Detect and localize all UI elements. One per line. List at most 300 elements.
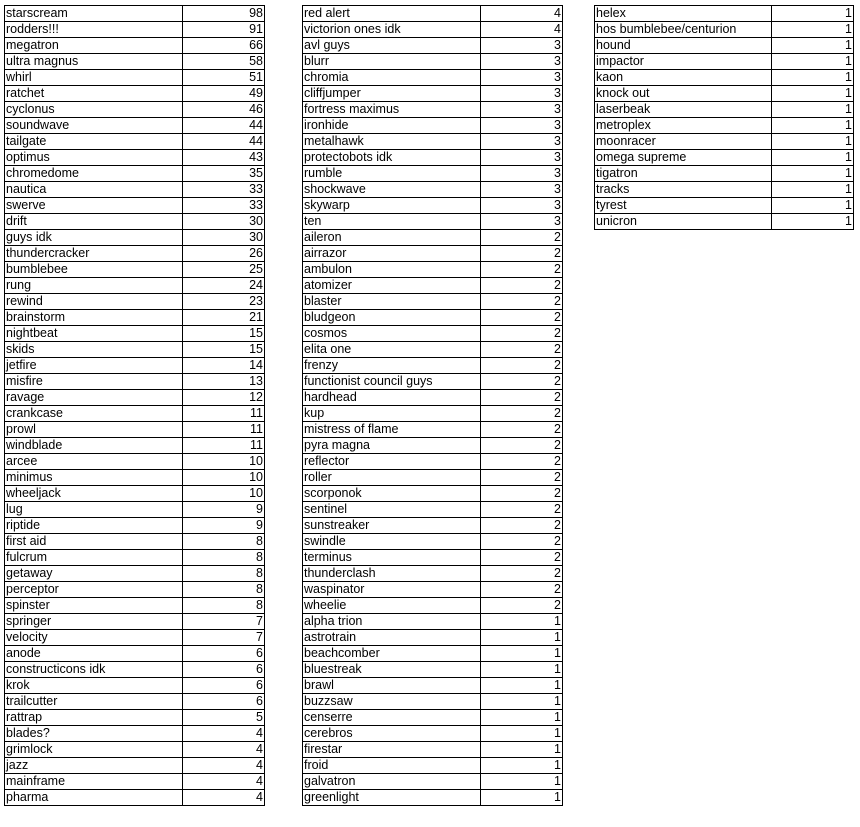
count-cell: 1 <box>772 54 854 70</box>
table-row <box>595 198 854 214</box>
count-cell: 3 <box>481 38 563 54</box>
name-cell: pyra magna <box>303 438 481 454</box>
name-cell: impactor <box>595 54 772 70</box>
count-cell: 8 <box>183 550 265 566</box>
table-row <box>5 598 265 614</box>
table-row <box>5 246 265 262</box>
count-cell: 1 <box>772 22 854 38</box>
count-cell: 3 <box>481 150 563 166</box>
name-cell: first aid <box>5 534 183 550</box>
count-cell: 2 <box>481 230 563 246</box>
table-row <box>5 486 265 502</box>
table-row <box>303 678 563 694</box>
name-cell: roller <box>303 470 481 486</box>
table-row <box>303 70 563 86</box>
table-row <box>5 214 265 230</box>
count-cell: 2 <box>481 486 563 502</box>
count-cell: 3 <box>481 198 563 214</box>
count-cell: 2 <box>481 502 563 518</box>
table-row <box>5 374 265 390</box>
name-cell: waspinator <box>303 582 481 598</box>
table-row <box>303 518 563 534</box>
name-cell: blades? <box>5 726 183 742</box>
count-cell: 21 <box>183 310 265 326</box>
count-cell: 1 <box>481 630 563 646</box>
name-cell: censerre <box>303 710 481 726</box>
name-cell: knock out <box>595 86 772 102</box>
name-cell: constructicons idk <box>5 662 183 678</box>
table-row <box>303 438 563 454</box>
name-cell: blaster <box>303 294 481 310</box>
table-row <box>303 6 563 22</box>
count-cell: 2 <box>481 518 563 534</box>
table-row <box>5 774 265 790</box>
table-row <box>303 582 563 598</box>
name-cell: airrazor <box>303 246 481 262</box>
table-row <box>303 182 563 198</box>
count-cell: 2 <box>481 246 563 262</box>
table-row <box>303 598 563 614</box>
table-row <box>595 38 854 54</box>
table-row <box>5 742 265 758</box>
table-row <box>5 726 265 742</box>
name-cell: ratchet <box>5 86 183 102</box>
count-cell: 2 <box>481 342 563 358</box>
table-row <box>5 790 265 806</box>
name-cell: arcee <box>5 454 183 470</box>
name-cell: anode <box>5 646 183 662</box>
count-cell: 2 <box>481 374 563 390</box>
count-cell: 6 <box>183 694 265 710</box>
count-cell: 11 <box>183 438 265 454</box>
table-row <box>303 358 563 374</box>
name-cell: victorion ones idk <box>303 22 481 38</box>
count-cell: 15 <box>183 326 265 342</box>
count-cell: 8 <box>183 566 265 582</box>
table-row <box>303 726 563 742</box>
table-row <box>303 102 563 118</box>
name-cell: ravage <box>5 390 183 406</box>
count-cell: 3 <box>481 134 563 150</box>
count-cell: 1 <box>481 710 563 726</box>
tally-table-3 <box>594 5 854 230</box>
name-cell: aileron <box>303 230 481 246</box>
count-cell: 2 <box>481 438 563 454</box>
name-cell: ten <box>303 214 481 230</box>
table-row <box>595 166 854 182</box>
name-cell: helex <box>595 6 772 22</box>
count-cell: 7 <box>183 630 265 646</box>
table-row <box>5 150 265 166</box>
name-cell: unicron <box>595 214 772 230</box>
count-cell: 6 <box>183 678 265 694</box>
name-cell: metalhawk <box>303 134 481 150</box>
table-row <box>303 54 563 70</box>
table-row <box>5 358 265 374</box>
table-row <box>303 742 563 758</box>
name-cell: jetfire <box>5 358 183 374</box>
name-cell: alpha trion <box>303 614 481 630</box>
count-cell: 2 <box>481 278 563 294</box>
name-cell: misfire <box>5 374 183 390</box>
tally-table-1 <box>4 5 265 806</box>
table-row <box>5 422 265 438</box>
count-cell: 1 <box>481 742 563 758</box>
count-cell: 66 <box>183 38 265 54</box>
name-cell: astrotrain <box>303 630 481 646</box>
table-row <box>303 246 563 262</box>
table-row <box>303 630 563 646</box>
table-row <box>595 86 854 102</box>
name-cell: fulcrum <box>5 550 183 566</box>
table-row <box>595 118 854 134</box>
name-cell: optimus <box>5 150 183 166</box>
name-cell: velocity <box>5 630 183 646</box>
count-cell: 30 <box>183 214 265 230</box>
name-cell: guys idk <box>5 230 183 246</box>
table-row <box>5 614 265 630</box>
count-cell: 2 <box>481 454 563 470</box>
table-row <box>303 774 563 790</box>
table-row <box>5 166 265 182</box>
table-row <box>303 614 563 630</box>
table-row <box>5 342 265 358</box>
name-cell: terminus <box>303 550 481 566</box>
count-cell: 2 <box>481 358 563 374</box>
table-row <box>303 198 563 214</box>
name-cell: nautica <box>5 182 183 198</box>
name-cell: frenzy <box>303 358 481 374</box>
table-row <box>303 294 563 310</box>
table-row <box>303 230 563 246</box>
table-row <box>5 54 265 70</box>
table-row <box>303 566 563 582</box>
table-row <box>5 470 265 486</box>
count-cell: 6 <box>183 646 265 662</box>
name-cell: wheeljack <box>5 486 183 502</box>
name-cell: spinster <box>5 598 183 614</box>
table-row <box>303 710 563 726</box>
name-cell: crankcase <box>5 406 183 422</box>
table-row <box>303 38 563 54</box>
table-row <box>5 534 265 550</box>
table-row <box>595 150 854 166</box>
table-row <box>5 294 265 310</box>
name-cell: galvatron <box>303 774 481 790</box>
table-row <box>303 390 563 406</box>
count-cell: 58 <box>183 54 265 70</box>
count-cell: 10 <box>183 470 265 486</box>
count-cell: 1 <box>772 150 854 166</box>
count-cell: 12 <box>183 390 265 406</box>
count-cell: 44 <box>183 134 265 150</box>
count-cell: 1 <box>481 726 563 742</box>
table-row <box>5 86 265 102</box>
table-row <box>303 502 563 518</box>
name-cell: kup <box>303 406 481 422</box>
count-cell: 51 <box>183 70 265 86</box>
name-cell: hos bumblebee/centurion <box>595 22 772 38</box>
count-cell: 25 <box>183 262 265 278</box>
table-row <box>303 86 563 102</box>
name-cell: brawl <box>303 678 481 694</box>
table-row <box>5 38 265 54</box>
table-row <box>303 166 563 182</box>
table-row <box>595 6 854 22</box>
name-cell: perceptor <box>5 582 183 598</box>
name-cell: greenlight <box>303 790 481 806</box>
table-row <box>303 486 563 502</box>
name-cell: hound <box>595 38 772 54</box>
name-cell: cliffjumper <box>303 86 481 102</box>
count-cell: 2 <box>481 566 563 582</box>
count-cell: 8 <box>183 582 265 598</box>
name-cell: shockwave <box>303 182 481 198</box>
count-cell: 2 <box>481 422 563 438</box>
count-cell: 26 <box>183 246 265 262</box>
count-cell: 11 <box>183 422 265 438</box>
name-cell: buzzsaw <box>303 694 481 710</box>
table-row <box>303 534 563 550</box>
name-cell: springer <box>5 614 183 630</box>
table-row <box>303 342 563 358</box>
name-cell: sunstreaker <box>303 518 481 534</box>
table-row <box>5 630 265 646</box>
count-cell: 3 <box>481 166 563 182</box>
count-cell: 2 <box>481 262 563 278</box>
name-cell: wheelie <box>303 598 481 614</box>
table-row <box>5 662 265 678</box>
table-row <box>303 758 563 774</box>
count-cell: 2 <box>481 550 563 566</box>
name-cell: mistress of flame <box>303 422 481 438</box>
count-cell: 4 <box>481 6 563 22</box>
count-cell: 3 <box>481 214 563 230</box>
table-row <box>595 54 854 70</box>
table-row <box>5 198 265 214</box>
name-cell: chromedome <box>5 166 183 182</box>
table-row <box>5 502 265 518</box>
table-row <box>303 550 563 566</box>
count-cell: 1 <box>481 614 563 630</box>
table-row <box>595 102 854 118</box>
count-cell: 98 <box>183 6 265 22</box>
count-cell: 33 <box>183 182 265 198</box>
table-row <box>303 454 563 470</box>
name-cell: ironhide <box>303 118 481 134</box>
table-row <box>5 102 265 118</box>
table-row <box>303 134 563 150</box>
table-row <box>303 374 563 390</box>
count-cell: 24 <box>183 278 265 294</box>
name-cell: tailgate <box>5 134 183 150</box>
table-row <box>5 406 265 422</box>
table-row <box>303 422 563 438</box>
name-cell: atomizer <box>303 278 481 294</box>
count-cell: 7 <box>183 614 265 630</box>
count-cell: 1 <box>481 774 563 790</box>
table-row <box>5 22 265 38</box>
table-row <box>5 118 265 134</box>
table-row <box>303 214 563 230</box>
name-cell: skywarp <box>303 198 481 214</box>
count-cell: 23 <box>183 294 265 310</box>
table-row <box>5 582 265 598</box>
table-row <box>5 694 265 710</box>
count-cell: 4 <box>183 790 265 806</box>
name-cell: chromia <box>303 70 481 86</box>
table-row <box>5 550 265 566</box>
table-row <box>5 70 265 86</box>
count-cell: 8 <box>183 534 265 550</box>
name-cell: rattrap <box>5 710 183 726</box>
count-cell: 1 <box>481 694 563 710</box>
table-row <box>5 678 265 694</box>
table-row <box>595 22 854 38</box>
count-cell: 9 <box>183 502 265 518</box>
name-cell: rodders!!! <box>5 22 183 38</box>
count-cell: 43 <box>183 150 265 166</box>
table-row <box>5 6 265 22</box>
name-cell: laserbeak <box>595 102 772 118</box>
count-cell: 10 <box>183 486 265 502</box>
table-row <box>5 710 265 726</box>
name-cell: tracks <box>595 182 772 198</box>
name-cell: jazz <box>5 758 183 774</box>
name-cell: reflector <box>303 454 481 470</box>
name-cell: tyrest <box>595 198 772 214</box>
name-cell: moonracer <box>595 134 772 150</box>
name-cell: omega supreme <box>595 150 772 166</box>
table-row <box>303 662 563 678</box>
count-cell: 2 <box>481 534 563 550</box>
count-cell: 3 <box>481 182 563 198</box>
table-row <box>303 646 563 662</box>
table-row <box>303 150 563 166</box>
table-row <box>303 22 563 38</box>
name-cell: cerebros <box>303 726 481 742</box>
count-cell: 2 <box>481 406 563 422</box>
name-cell: minimus <box>5 470 183 486</box>
count-cell: 5 <box>183 710 265 726</box>
name-cell: ambulon <box>303 262 481 278</box>
table-row <box>303 278 563 294</box>
count-cell: 1 <box>772 38 854 54</box>
count-cell: 4 <box>183 758 265 774</box>
table-row <box>303 310 563 326</box>
table-row <box>303 470 563 486</box>
count-cell: 3 <box>481 102 563 118</box>
name-cell: hardhead <box>303 390 481 406</box>
count-cell: 3 <box>481 118 563 134</box>
table-row <box>5 262 265 278</box>
name-cell: blurr <box>303 54 481 70</box>
count-cell: 1 <box>772 182 854 198</box>
name-cell: whirl <box>5 70 183 86</box>
table-row <box>5 390 265 406</box>
name-cell: megatron <box>5 38 183 54</box>
table-row <box>303 790 563 806</box>
count-cell: 8 <box>183 598 265 614</box>
name-cell: nightbeat <box>5 326 183 342</box>
name-cell: brainstorm <box>5 310 183 326</box>
name-cell: pharma <box>5 790 183 806</box>
name-cell: rewind <box>5 294 183 310</box>
table-row <box>5 566 265 582</box>
name-cell: beachcomber <box>303 646 481 662</box>
count-cell: 11 <box>183 406 265 422</box>
table-row <box>5 182 265 198</box>
table-row <box>5 518 265 534</box>
name-cell: firestar <box>303 742 481 758</box>
table-row <box>303 406 563 422</box>
table-row <box>5 326 265 342</box>
name-cell: skids <box>5 342 183 358</box>
name-cell: ultra magnus <box>5 54 183 70</box>
name-cell: getaway <box>5 566 183 582</box>
name-cell: froid <box>303 758 481 774</box>
table-row <box>595 182 854 198</box>
count-cell: 3 <box>481 54 563 70</box>
name-cell: bludgeon <box>303 310 481 326</box>
count-cell: 1 <box>772 118 854 134</box>
count-cell: 6 <box>183 662 265 678</box>
name-cell: swerve <box>5 198 183 214</box>
count-cell: 1 <box>481 678 563 694</box>
count-cell: 2 <box>481 470 563 486</box>
count-cell: 1 <box>772 86 854 102</box>
name-cell: protectobots idk <box>303 150 481 166</box>
name-cell: soundwave <box>5 118 183 134</box>
count-cell: 2 <box>481 390 563 406</box>
count-cell: 1 <box>772 214 854 230</box>
count-cell: 2 <box>481 582 563 598</box>
tally-table-2 <box>302 5 563 806</box>
count-cell: 91 <box>183 22 265 38</box>
name-cell: riptide <box>5 518 183 534</box>
count-cell: 1 <box>772 102 854 118</box>
table-row <box>5 646 265 662</box>
name-cell: elita one <box>303 342 481 358</box>
name-cell: sentinel <box>303 502 481 518</box>
count-cell: 13 <box>183 374 265 390</box>
count-cell: 4 <box>183 742 265 758</box>
table-row <box>303 262 563 278</box>
count-cell: 4 <box>183 774 265 790</box>
count-cell: 33 <box>183 198 265 214</box>
name-cell: trailcutter <box>5 694 183 710</box>
name-cell: prowl <box>5 422 183 438</box>
name-cell: bluestreak <box>303 662 481 678</box>
name-cell: grimlock <box>5 742 183 758</box>
count-cell: 1 <box>481 662 563 678</box>
count-cell: 1 <box>772 6 854 22</box>
count-cell: 14 <box>183 358 265 374</box>
count-cell: 1 <box>481 790 563 806</box>
name-cell: starscream <box>5 6 183 22</box>
count-cell: 1 <box>481 646 563 662</box>
count-cell: 4 <box>481 22 563 38</box>
name-cell: avl guys <box>303 38 481 54</box>
count-cell: 49 <box>183 86 265 102</box>
name-cell: drift <box>5 214 183 230</box>
name-cell: functionist council guys <box>303 374 481 390</box>
table-row <box>595 70 854 86</box>
name-cell: bumblebee <box>5 262 183 278</box>
table-row <box>303 326 563 342</box>
name-cell: thundercracker <box>5 246 183 262</box>
name-cell: krok <box>5 678 183 694</box>
